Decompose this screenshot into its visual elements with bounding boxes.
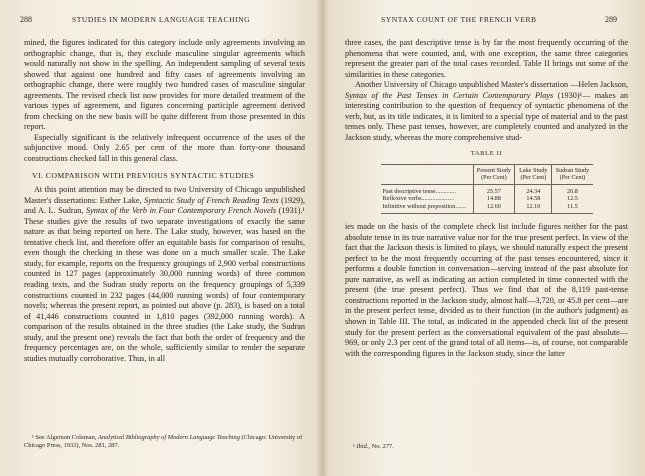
page-number: 288	[20, 15, 32, 24]
table-cell: 14.88	[473, 195, 515, 202]
running-head: STUDIES IN MODERN LANGUAGE TEACHING	[72, 15, 251, 24]
table-header-cell: Sudran Study (Per Cent)	[552, 165, 593, 185]
left-page	[0, 0, 322, 476]
table-header-cell: Lake Study (Per Cent)	[515, 165, 552, 185]
table-cell: 11.5	[552, 203, 593, 214]
table-cell: 12.5	[552, 195, 593, 202]
table-header-cell: Present Study (Per Cent)	[473, 165, 515, 185]
body-text	[24, 38, 305, 364]
table-row	[381, 184, 593, 195]
paragraph: Especially significant is the relatively infrequent occurrence of the uses of the subjunctive mood. Only 2.65 per cent of the more than forty-one thousand constructions checked fall in this general class.	[24, 132, 305, 164]
table-cell: 14.58	[515, 195, 552, 202]
paragraph: At this point attention may be directed to two University of Chicago unpublished Master's dissertations: Esther Lake, Syntactic Study of French Reading Texts (1929), and A. L. Sudran, Syntax of the Verb in Four Contemporary French Novels (1931).¹ These studies give the results of two separate investigations of exactly the same nature as that being reported on here. The Lake study, however, was based on the tentative check list, and therefore offer an equitable basis for comparison of results, even though the checking in these was done on a much smaller scale. The Lake study, for example, reports on the frequency groupings of 2,900 verbal constructions counted in 127 pages (approximately 30,000 running words) of three common reading texts, and the Sudran study reports on the frequency groupings of 5,339 constructions counted in 232 pages (44,000 running words) of four contemporary novels; whereas the present report, as pointed out above (p. 283), is based on a total of 41,446 constructions counted in 1,810 pages (392,000 running words). A comparison of the results obtained in the three studies (the Lake study, the Sudran study, and the present one) reveals the fact that both the order of frequency and the frequency percentages are, on the whole, sufficiently similar to render the separate studies mutually corroborative. Thus, in all	[24, 185, 306, 363]
paragraph: mined, the figures indicated for this category include only agreements involving an orthographic change, that is, they exclude masculine singular agreements which would naturally not show in the spelling. An independent sampling of several texts showed that against one hundred and fifty cases of agreements involving an orthographic change, there were roughly two hundred cases of masculine singular agreements. The revised check list now provides for more detailed treatment of the various types of agreement, and figures concerning participle agreement derived from checking on the new basis will be quite different from those presented in this report.	[24, 38, 305, 132]
paragraph: Another University of Chicago unpublished Master's dissertation —Helen Jackson, Syntax of the Past Tenses in Certain Contemporary Plays (1930)¹— makes an interesting contribution to the question of frequency of syntactic phenomena of the verb, but, as its title indicates, it is limited to a special type of material and to the past tenses only. These past tenses, however, are completely counted and analyzed in the Jackson study, whereas the more comprehensive stud-	[345, 80, 628, 142]
table-cell: 24.34	[515, 184, 552, 195]
paragraph: ies made on the basis of the complete check list include figures neither for the past absolute tense in its true narrative value nor for the true present perfect. In view of the fact that the Jackson thesis is limited to plays, we should naturally expect the present perfect to be the most frequently occurring of the past tenses encountered, since it performs a double function in conversation—serving instead of the past absolute for pure narrative, as well as indicating an action completed in time connected with the present (the true present perfect). Thus we find that of the 8,119 past-tense constructions reported in the Jackson study, almost half—3,720, or 45.8 per cent—are in the present perfect tense, divided as to their function (in the author's judgment) as shown in Table III. The total, as indicated in the appended check list of the present study for the present perfect as the conversational equivalent of the past absolute—969, or only 2.3 per cent of the grand total of all items—is, of course, not comparable with the corresponding figures in the Jackson study, since the latter	[345, 222, 628, 358]
table-header-row	[381, 165, 593, 185]
body-text	[345, 38, 628, 359]
section-heading: VI. COMPARISON WITH PREVIOUS SYNTACTIC STUDIES	[32, 170, 255, 180]
table-ii	[381, 164, 593, 214]
row-label: Reflexive verbs.....................	[382, 195, 454, 203]
table-cell: 12.10	[515, 203, 552, 214]
row-label: Past descriptive tense.............	[382, 187, 456, 195]
footnote: ¹ See Algernon Coleman, Analytical Bibliography of Modern Language Teaching (Chicago: University of Chicago Press, 1933), Nos. 281, 287.	[24, 434, 303, 450]
footnote: ¹ Ibid., No. 277.	[353, 443, 394, 450]
paragraph: three cases, the past descriptive tense is by far the most frequently occurring of the phenomena that were counted, and, with one exception, the same three categories represent the greater part of the total cases recorded. Table II brings out some of the similarities in these categories.	[345, 38, 628, 79]
table-cell: 25.57	[473, 184, 515, 195]
table-cell: 12.60	[473, 203, 515, 214]
table-cell: 20.8	[552, 184, 593, 195]
row-label: Infinitive without preposition.......	[381, 203, 474, 214]
running-head: SYNTAX COUNT OF THE FRENCH VERB	[381, 15, 537, 24]
page-number: 289	[605, 15, 617, 24]
table-row	[381, 203, 593, 214]
table-header-cell	[381, 165, 474, 185]
table-row	[381, 195, 593, 202]
right-page	[323, 0, 645, 476]
table-title: TABLE II	[470, 150, 503, 158]
